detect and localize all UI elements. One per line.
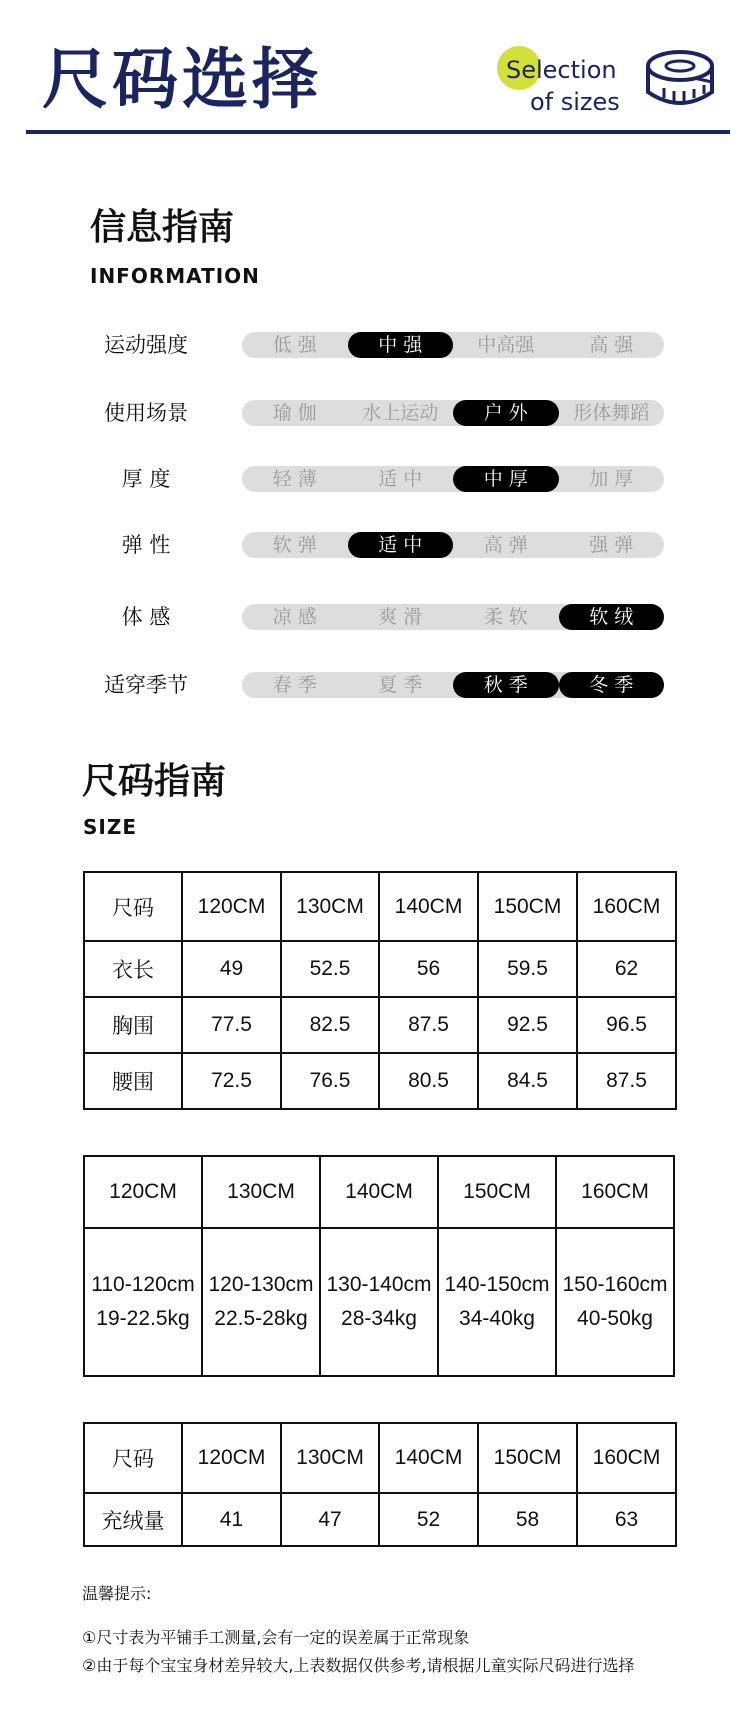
header-cell: 160CM [556,1156,674,1228]
row-label: 腰围 [84,1053,182,1109]
option-pill: 中 厚 [453,466,559,492]
option-pill: 柔 软 [483,606,528,628]
table-cell: 87.5 [577,1053,676,1109]
header-cell: 130CM [281,1423,379,1493]
height-weight-cell [202,1228,320,1376]
table-cell: 49 [182,941,281,997]
height-weight-cell [556,1228,674,1376]
table-cell: 63 [577,1493,676,1546]
size-measurement-table [83,871,677,1110]
table-cell: 56 [379,941,478,997]
option-pill: 形体舞蹈 [573,402,650,424]
weight-range: 19-22.5kg [96,1307,190,1330]
option-pill: 强 弹 [589,534,634,556]
table-cell: 96.5 [577,997,676,1053]
header-cell: 140CM [379,872,478,941]
table-cell: 62 [577,941,676,997]
page-title: 尺码选择 [42,41,322,118]
option-track [242,672,664,698]
header-cell: 140CM [379,1423,478,1493]
info-row-label: 适穿季节 [104,673,188,697]
table-header-row [84,1423,676,1493]
table-row [84,941,676,997]
option-pill: 高 强 [589,334,634,356]
option-pill: 低 强 [272,334,317,356]
header-cell: 140CM [320,1156,438,1228]
info-section-title: 信息指南 [90,207,235,248]
header-cell: 160CM [577,1423,676,1493]
row-label: 衣长 [84,941,182,997]
option-pill: 中高强 [477,334,535,356]
option-pill: 轻 薄 [272,468,317,490]
note-item: ①尺寸表为平铺手工测量,会有一定的误差属于正常现象 [82,1628,470,1647]
header-divider [26,130,730,134]
option-pill: 户 外 [453,400,559,426]
option-pill: 水上运动 [362,402,439,424]
table-cell: 58 [478,1493,577,1546]
height-weight-cell [438,1228,556,1376]
table-cell: 92.5 [478,997,577,1053]
row-label: 充绒量 [84,1493,182,1546]
height-weight-cell [320,1228,438,1376]
option-pill: 适 中 [348,532,454,558]
header-cell: 尺码 [84,872,182,941]
weight-range: 28-34kg [341,1307,417,1330]
height-range: 140-150cm [444,1273,550,1296]
option-pill: 适 中 [378,468,423,490]
table-cell: 59.5 [478,941,577,997]
table-cell: 84.5 [478,1053,577,1109]
table-cell: 52.5 [281,941,379,997]
table-cell: 82.5 [281,997,379,1053]
table-cell: 87.5 [379,997,478,1053]
option-track [242,466,664,492]
table-cell: 41 [182,1493,281,1546]
table-cell: 77.5 [182,997,281,1053]
header-cell: 120CM [182,872,281,941]
info-section-subtitle: INFORMATION [90,264,260,288]
height-weight-cell [84,1228,202,1376]
option-track [242,604,664,630]
option-track [242,332,664,358]
table-row [84,1053,676,1109]
height-range: 130-140cm [326,1273,432,1296]
option-track [242,532,664,558]
table-header-row [84,872,676,941]
down-fill-table [83,1422,677,1547]
header-cell: 尺码 [84,1423,182,1493]
option-pill: 冬 季 [559,672,665,698]
weight-range: 40-50kg [577,1307,653,1330]
selection-text-line2: of sizes [530,88,620,116]
table-cell: 52 [379,1493,478,1546]
row-label: 胸围 [84,997,182,1053]
table-header-row [84,1156,674,1228]
table-row [84,1228,674,1376]
info-row-label: 使用场景 [104,401,188,425]
header-cell: 120CM [182,1423,281,1493]
option-pill: 凉 感 [272,606,317,628]
table-cell: 72.5 [182,1053,281,1109]
header-cell: 150CM [438,1156,556,1228]
selection-text-line1: Selection [506,56,617,84]
table-cell: 47 [281,1493,379,1546]
size-section-subtitle: SIZE [83,815,138,839]
table-cell: 80.5 [379,1053,478,1109]
option-pill: 爽 滑 [378,606,423,628]
option-pill: 秋 季 [453,672,559,698]
note-item: ②由于每个宝宝身材差异较大,上表数据仅供参考,请根据儿童实际尺码进行选择 [82,1656,635,1675]
header-cell: 150CM [478,1423,577,1493]
height-range: 150-160cm [562,1273,668,1296]
info-row-label: 体 感 [121,605,171,629]
option-pill: 中 强 [348,332,454,358]
table-row [84,997,676,1053]
header-cell: 150CM [478,872,577,941]
height-range: 110-120cm [91,1273,195,1296]
table-row [84,1493,676,1546]
option-track [242,400,664,426]
header-cell: 130CM [202,1156,320,1228]
header-cell: 120CM [84,1156,202,1228]
option-pill: 春 季 [272,674,317,696]
weight-range: 34-40kg [459,1307,535,1330]
option-pill: 软 弹 [272,534,317,556]
table-cell: 76.5 [281,1053,379,1109]
height-weight-table [83,1155,675,1377]
size-section-title: 尺码指南 [82,761,227,802]
option-pill: 软 绒 [559,604,665,630]
header-cell: 160CM [577,872,676,941]
option-pill: 瑜 伽 [272,402,317,424]
height-range: 120-130cm [208,1273,314,1296]
option-pill: 高 弹 [483,534,528,556]
info-row-label: 厚 度 [121,467,171,491]
option-pill: 夏 季 [378,674,423,696]
option-pill: 加 厚 [589,468,634,490]
info-row-label: 弹 性 [121,533,171,557]
info-row-label: 运动强度 [104,333,188,357]
measuring-tape-icon [644,48,716,110]
weight-range: 22.5-28kg [214,1307,308,1330]
notes-title: 温馨提示: [82,1584,152,1603]
header-cell: 130CM [281,872,379,941]
